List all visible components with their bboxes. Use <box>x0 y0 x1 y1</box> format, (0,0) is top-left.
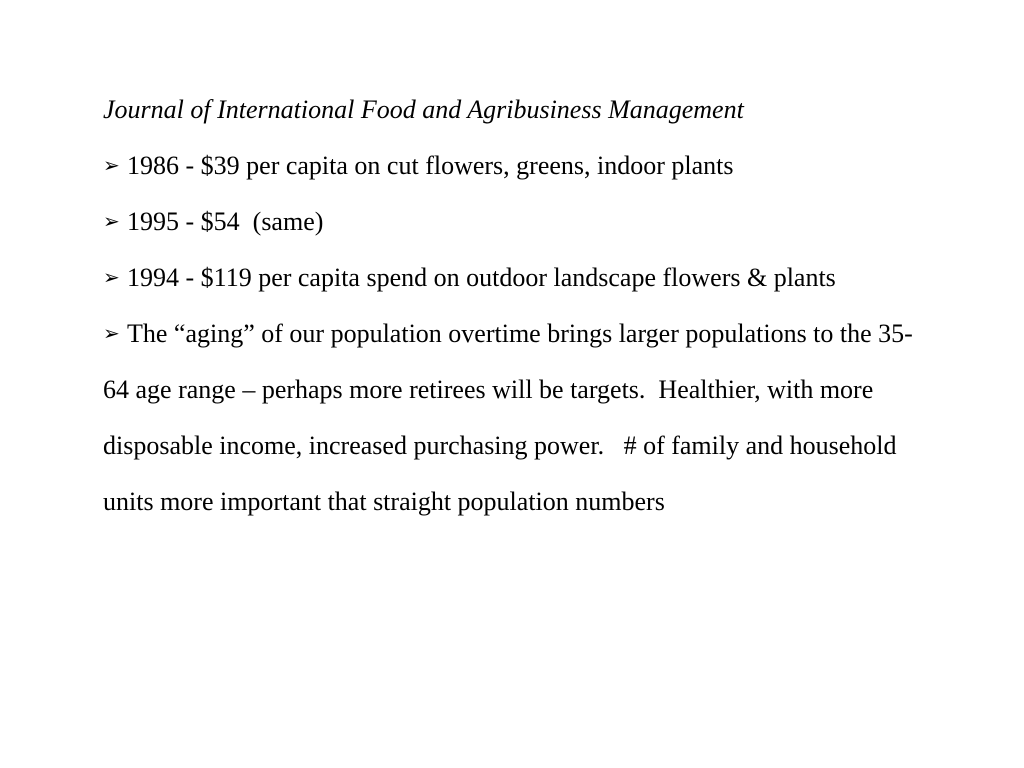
slide-heading: Journal of International Food and Agribusiness Management <box>103 95 744 124</box>
arrow-bullet-icon: ➢ <box>103 267 120 289</box>
arrow-bullet-icon: ➢ <box>103 323 120 345</box>
bullet-item <box>103 194 933 250</box>
bullet-text: 1994 - $119 per capita spend on outdoor landscape flowers & plants <box>127 263 836 292</box>
bullet-text: 1986 - $39 per capita on cut flowers, greens, indoor plants <box>127 151 734 180</box>
bullet-text: 1995 - $54 (same) <box>127 207 324 236</box>
bullet-item <box>103 138 933 194</box>
arrow-bullet-icon: ➢ <box>103 155 120 177</box>
bullet-item <box>103 250 933 306</box>
bullet-item <box>103 306 933 530</box>
arrow-bullet-icon: ➢ <box>103 211 120 233</box>
slide-content <box>103 82 933 530</box>
bullet-text: The “aging” of our population overtime brings larger populations to the 35-64 age range – perhaps more retirees will be targets. Healthier, with more disposable income, increased purchasing power. # of family and household units more important that straight population numbers <box>103 319 913 516</box>
